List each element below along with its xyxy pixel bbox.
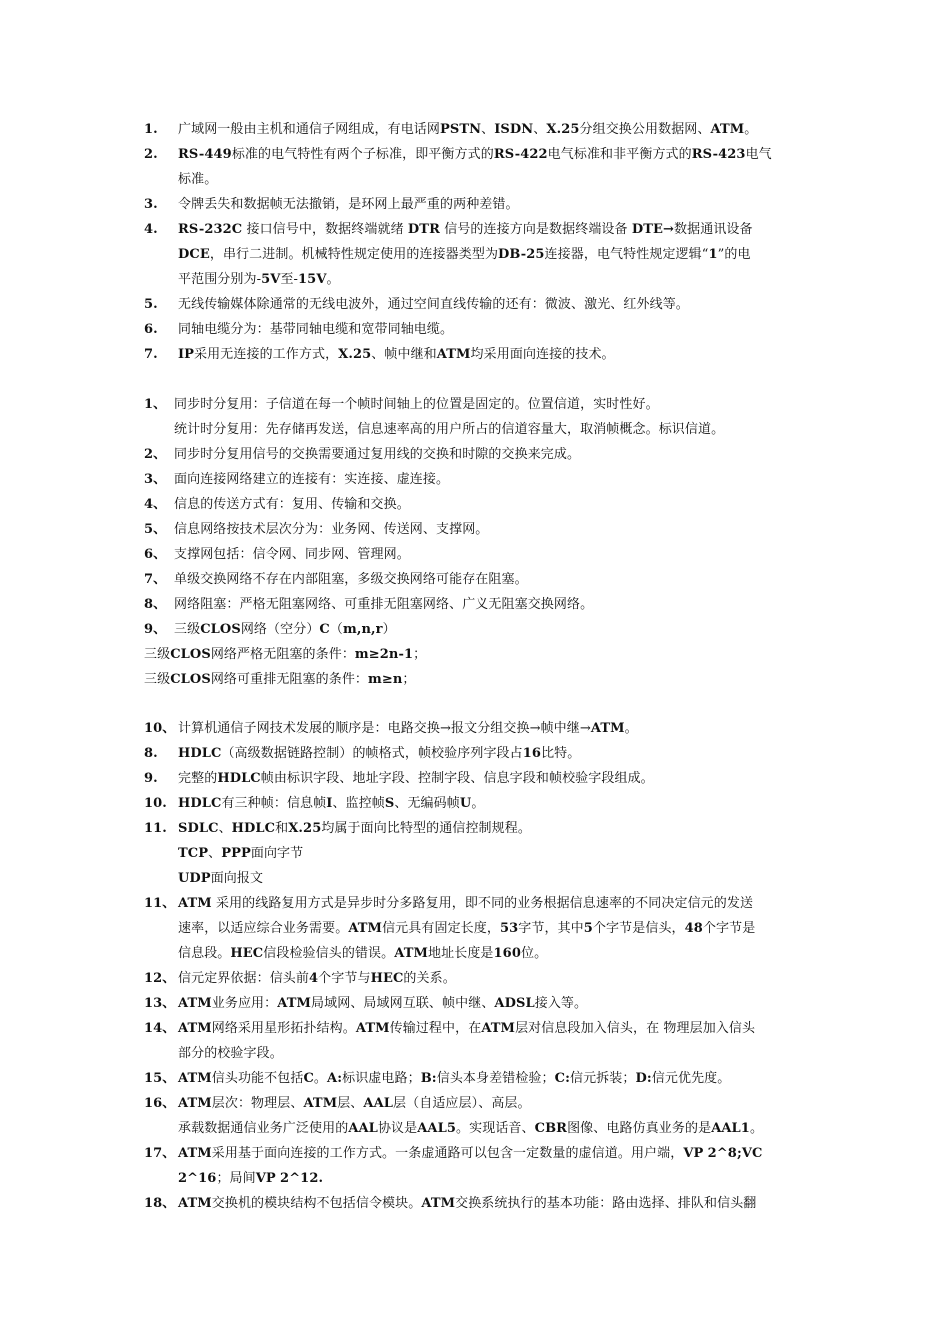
item-text: ATM层次：物理层、ATM层、AAL层（自适应层）、高层。 (178, 1096, 531, 1111)
item-text: 无线传输媒体除通常的无线电波外，通过空间直线传输的还有：微波、激光、红外线等。 (178, 297, 689, 312)
item-text: 信息网络按技术层次分为：业务网、传送网、支撑网。 (174, 522, 489, 537)
item-text: 统计时分复用：先存储再发送，信息速率高的用户所占的信道容量大，取消帧概念。标识信道。 (174, 422, 725, 437)
item-text: DCE，串行二进制。机械特性规定使用的连接器类型为DB-25连接器，电气特性规定逻辑“1”的电 (178, 247, 751, 262)
item-number: 11、 (144, 896, 176, 911)
item-text: RS-449标准的电气特性有两个子标准，即平衡方式的RS-422电气标准和非平衡方式的RS-423电气 (178, 147, 772, 162)
item-text: 2^16；局间VP 2^12. (178, 1171, 324, 1186)
item-text: 面向连接网络建立的连接有：实连接、虚连接。 (174, 472, 450, 487)
item-text: HDLC（高级数据链路控制）的帧格式，帧校验序列字段占16比特。 (178, 746, 581, 761)
item-text: 计算机通信子网技术发展的顺序是：电路交换→报文分组交换→帧中继→ATM。 (178, 721, 638, 736)
item-text: 标准。 (178, 172, 218, 187)
item-number: 9、 (144, 622, 167, 637)
item-number: 7. (144, 347, 158, 362)
item-number: 11. (144, 821, 167, 836)
item-number: 2. (144, 147, 158, 162)
item-text: 支撑网包括：信令网、同步网、管理网。 (174, 547, 410, 562)
item-number: 15、 (144, 1071, 176, 1086)
item-text: 平范围分别为-5V至-15V。 (178, 272, 340, 287)
item-number: 7、 (144, 572, 167, 587)
item-number: 17、 (144, 1146, 176, 1161)
item-number: 6、 (144, 547, 167, 562)
item-text: SDLC、HDLC和X.25均属于面向比特型的通信控制规程。 (178, 821, 531, 836)
item-text: 三级CLOS网络严格无阻塞的条件：m≥2n-1； (144, 647, 427, 662)
item-text: 速率，以适应综合业务需要。ATM信元具有固定长度，53字节，其中5个字节是信头，48个字节是 (178, 921, 756, 936)
item-number: 18、 (144, 1196, 176, 1211)
item-text: ATM网络采用星形拓扑结构。ATM传输过程中，在ATM层对信息段加入信头，在 物理层加入信头 (178, 1021, 756, 1036)
item-text: ATM信头功能不包括C。A:标识虚电路；B:信头本身差错检验；C:信元拆装；D:信元优先度。 (178, 1071, 731, 1086)
item-text: HDLC有三种帧：信息帧I、监控帧S、无编码帧U。 (178, 796, 485, 811)
item-text: 承载数据通信业务广泛使用的AAL协议是AAL5。实现话音、CBR图像、电路仿真业务的是AAL1。 (178, 1121, 764, 1136)
item-text: 单级交换网络不存在内部阻塞，多级交换网络可能存在阻塞。 (174, 572, 528, 587)
item-text: 完整的HDLC帧由标识字段、地址字段、控制字段、信息字段和帧校验字段组成。 (178, 771, 654, 786)
item-text: RS-232C 接口信号中，数据终端就绪 DTR 信号的连接方向是数据终端设备 DTE→数据通讯设备 (178, 222, 753, 237)
item-text: ATM采用基于面向连接的工作方式。一条虚通路可以包含一定数量的虚信道。用户端，VP 2^8;VC (178, 1146, 763, 1161)
item-text: 信元定界依据：信头前4个字节与HEC的关系。 (178, 971, 456, 986)
item-number: 5. (144, 297, 158, 312)
item-number: 3. (144, 197, 158, 212)
item-number: 8. (144, 746, 158, 761)
item-text: 网络阻塞：严格无阻塞网络、可重排无阻塞网络、广义无阻塞交换网络。 (174, 597, 594, 612)
item-number: 10、 (144, 721, 176, 736)
item-text: 同轴电缆分为：基带同轴电缆和宽带同轴电缆。 (178, 322, 454, 337)
item-number: 9. (144, 771, 158, 786)
item-text: ATM业务应用：ATM局域网、局域网互联、帧中继、ADSL接入等。 (178, 996, 588, 1011)
item-text: 部分的校验字段。 (178, 1046, 283, 1061)
item-text: 信息段。HEC信段检验信头的错误。ATM地址长度是160位。 (178, 946, 548, 961)
item-number: 4. (144, 222, 158, 237)
item-text: 三级CLOS网络（空分）C（m,n,r） (174, 622, 396, 637)
item-number: 1. (144, 122, 158, 137)
item-number: 2、 (144, 447, 167, 462)
item-number: 16、 (144, 1096, 176, 1111)
item-text: 信息的传送方式有：复用、传输和交换。 (174, 497, 410, 512)
item-number: 8、 (144, 597, 167, 612)
item-number: 12、 (144, 971, 176, 986)
item-text: 同步时分复用信号的交换需要通过复用线的交换和时隙的交换来完成。 (174, 447, 581, 462)
item-text: 令牌丢失和数据帧无法撤销，是环网上最严重的两种差错。 (178, 197, 519, 212)
item-text: UDP面向报文 (178, 871, 264, 886)
item-number: 4、 (144, 497, 167, 512)
item-number: 3、 (144, 472, 167, 487)
item-text: 三级CLOS网络可重排无阻塞的条件：m≥n； (144, 672, 416, 687)
item-text: ATM交换机的模块结构不包括信令模块。ATM交换系统执行的基本功能：路由选择、排队和信头翻 (178, 1196, 757, 1211)
item-text: ATM 采用的线路复用方式是异步时分多路复用，即不同的业务根据信息速率的不同决定信元的发送 (178, 896, 754, 911)
item-number: 14、 (144, 1021, 176, 1036)
item-number: 1、 (144, 397, 167, 412)
item-number: 13、 (144, 996, 176, 1011)
item-number: 6. (144, 322, 158, 337)
item-text: 广域网一般由主机和通信子网组成，有电话网PSTN、ISDN、X.25分组交换公用数据网、ATM。 (178, 122, 758, 137)
item-text: TCP、PPP面向字节 (178, 846, 304, 861)
item-text: IP采用无连接的工作方式，X.25、帧中继和ATM均采用面向连接的技术。 (178, 347, 615, 362)
item-text: 同步时分复用：子信道在每一个帧时间轴上的位置是固定的。位置信道，实时性好。 (174, 397, 659, 412)
item-number: 5、 (144, 522, 167, 537)
item-number: 10. (144, 796, 167, 811)
